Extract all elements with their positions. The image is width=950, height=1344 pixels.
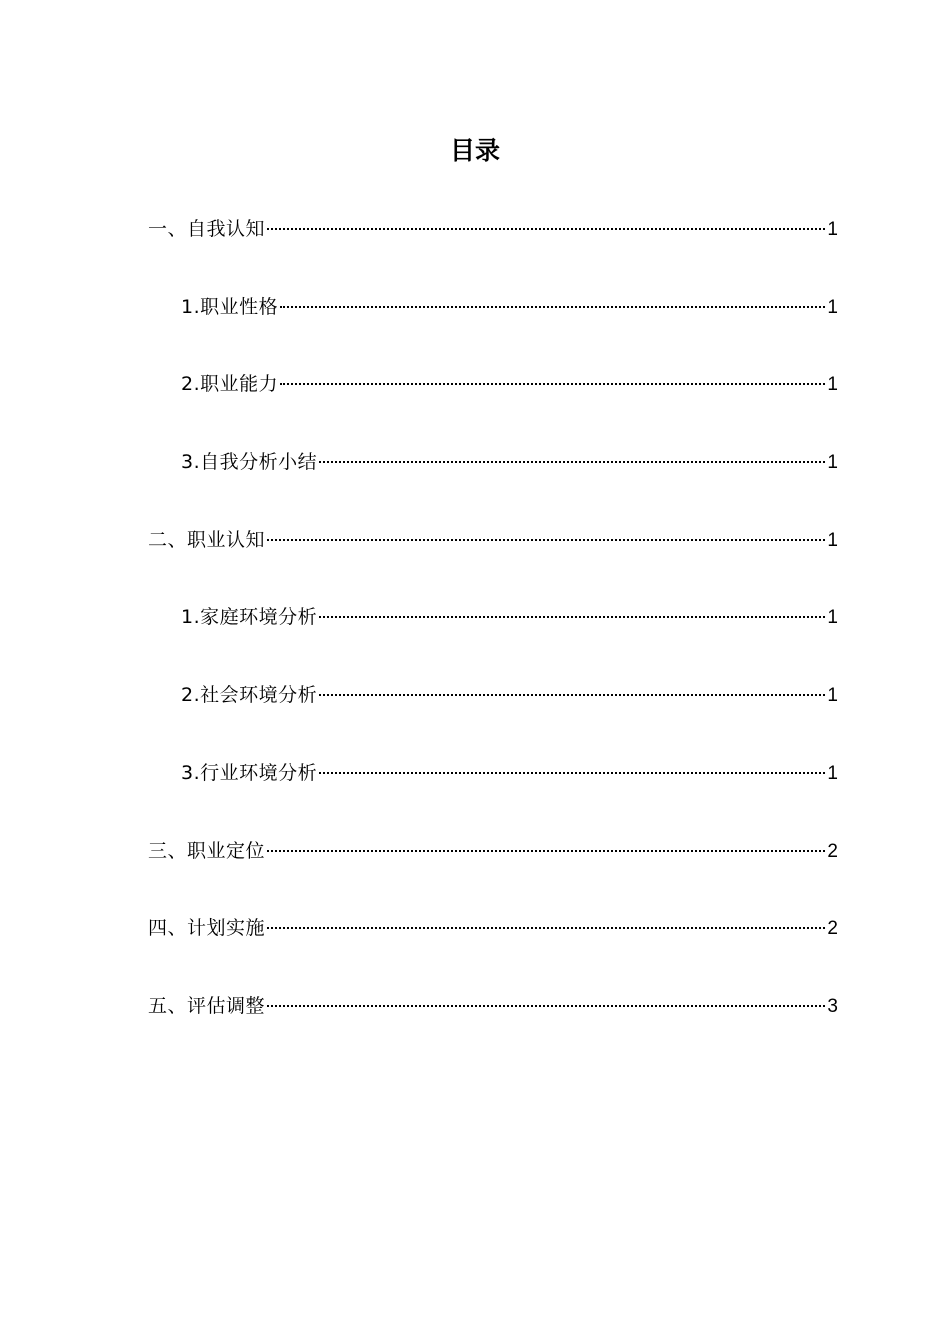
toc-entry-label: 3.自我分析小结 [181,451,318,474]
toc-entry-label: 五、评估调整 [148,994,266,1017]
toc-page-number: 1 [827,296,838,318]
toc-page-number: 1 [827,685,838,707]
toc-page-number: 1 [827,374,838,396]
toc-entry-label: 2.社会环境分析 [181,684,318,707]
toc-entry-family-environment[interactable] [148,600,838,678]
toc-entry-self-analysis-summary[interactable] [148,445,838,523]
toc-dot-leader [267,1005,825,1007]
toc-entry-label: 2.职业能力 [181,373,279,396]
toc-page-number: 3 [827,995,838,1017]
toc-page-number: 1 [827,762,838,784]
toc-entry-label: 3.行业环境分析 [181,761,318,784]
toc-entry-label: 三、职业定位 [148,839,266,862]
toc-entry-label: 1.职业性格 [181,295,279,318]
toc-dot-leader [319,694,825,696]
toc-dot-leader [267,539,825,541]
toc-entry-career-positioning[interactable] [148,834,838,912]
toc-page-number: 2 [827,918,838,940]
toc-page-number: 1 [827,219,838,240]
toc-entry-label: 1.家庭环境分析 [181,606,318,629]
toc-dot-leader [267,927,825,929]
toc-entry-plan-implementation[interactable] [148,911,838,989]
toc-entry-career-ability[interactable] [148,367,838,445]
toc-dot-leader [319,616,825,618]
toc-page-number: 2 [827,840,838,862]
toc-dot-leader [280,306,825,308]
toc-title: 目录 [449,136,500,165]
toc-dot-leader [319,772,825,774]
toc-list [148,212,838,1067]
toc-entry-career-awareness[interactable] [148,523,838,601]
toc-page-number: 1 [827,452,838,474]
toc-entry-label: 四、计划实施 [148,917,266,940]
toc-entry-label: 二、职业认知 [148,528,266,551]
toc-dot-leader [280,383,825,385]
toc-dot-leader [267,228,825,230]
toc-page-number: 1 [827,529,838,551]
toc-entry-industry-environment[interactable] [148,756,838,834]
toc-entry-career-personality[interactable] [148,290,838,368]
toc-entry-label: 一、自我认知 [148,218,266,240]
toc-dot-leader [267,850,825,852]
toc-entry-social-environment[interactable] [148,678,838,756]
toc-dot-leader [319,461,825,463]
toc-page-number: 1 [827,607,838,629]
toc-entry-evaluation-adjustment[interactable] [148,989,838,1067]
toc-entry-self-awareness[interactable] [148,212,838,290]
